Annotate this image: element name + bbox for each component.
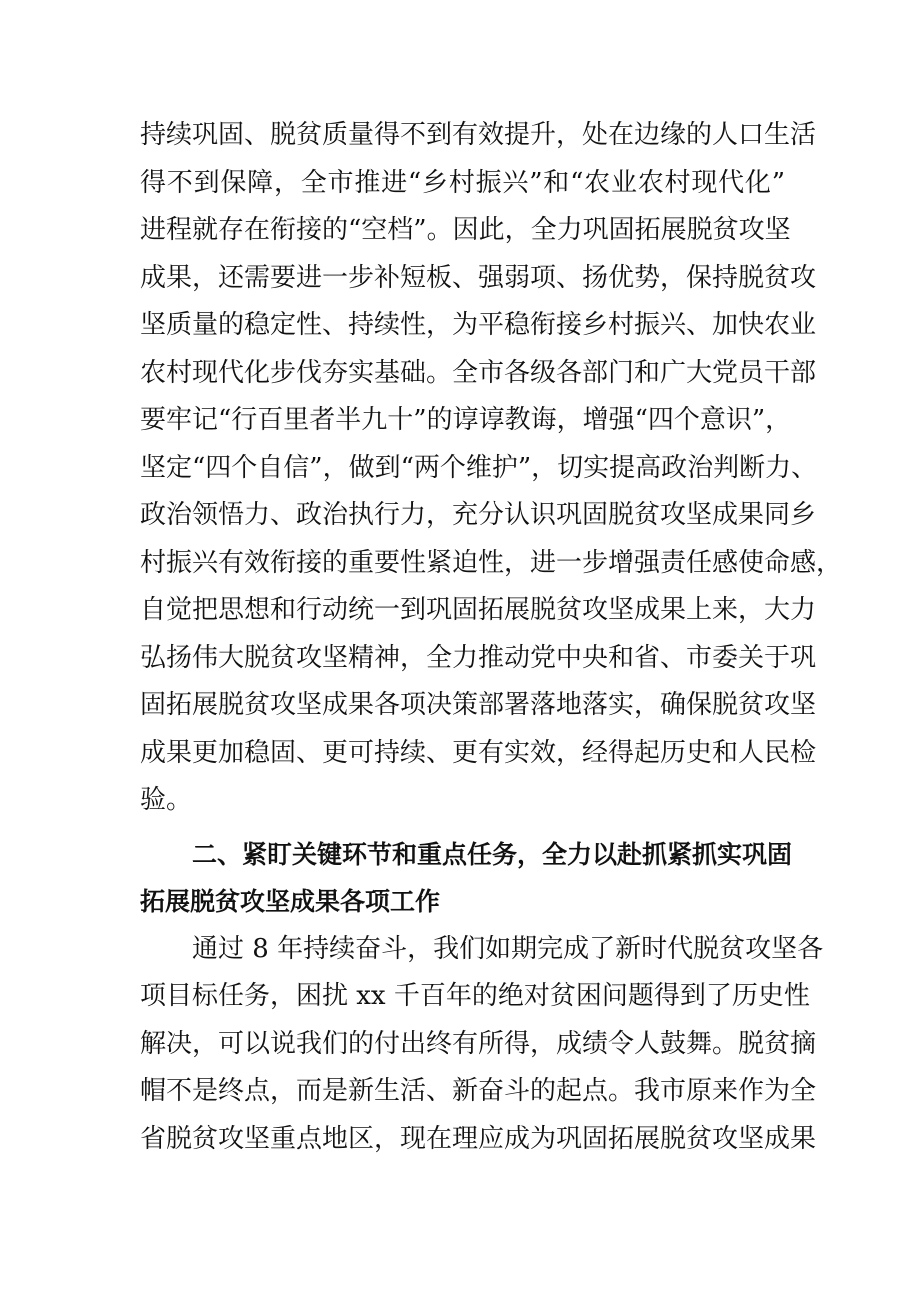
text-line: 成果，还需要进一步补短板、强弱项、扬优势，保持脱贫攻 (140, 262, 817, 293)
text-line: 农村现代化步伐夯实基础。全市各级各部门和广大党员干部 (140, 357, 817, 388)
text-line: 成果更加稳固、更可持续、更有实效，经得起历史和人民检 (140, 737, 817, 768)
text-line: 省脱贫攻坚重点地区，现在理应成为巩固拓展脱贫攻坚成果 (140, 1123, 817, 1154)
text-line: 通过 8 年持续奋斗，我们如期完成了新时代脱贫攻坚各 (192, 933, 824, 964)
text-line: 得不到保障，全市推进“乡村振兴”和“农业农村现代化” (140, 167, 785, 198)
document-body (140, 112, 843, 1163)
text-line: 弘扬伟大脱贫攻坚精神，全力推动党中央和省、市委关于巩 (140, 642, 817, 673)
text-line: 坚定“四个自信”，做到“两个维护”，切实提高政治判断力、 (140, 452, 818, 483)
text-line: 政治领悟力、政治执行力，充分认识巩固脱贫攻坚成果同乡 (140, 500, 817, 530)
text-line: 持续巩固、脱贫质量得不到有效提升，处在边缘的人口生活 (140, 120, 817, 150)
text-line: 解决，可以说我们的付出终有所得，成绩令人鼓舞。脱贫摘 (140, 1028, 817, 1059)
paragraph-2 (140, 926, 824, 1164)
section-heading (140, 831, 793, 926)
heading-line: 二、紧盯关键环节和重点任务，全力以赴抓紧抓实巩固 (192, 839, 793, 869)
paragraph-1 (140, 112, 843, 825)
text-line: 项目标任务，困扰 xx 千百年的绝对贫困问题得到了历史性 (140, 981, 810, 1011)
text-line: 固拓展脱贫攻坚成果各项决策部署落地落实，确保脱贫攻坚 (140, 690, 817, 720)
heading-line: 拓展脱贫攻坚成果各项工作 (140, 887, 441, 916)
text-line: 进程就存在衔接的“空档”。因此，全力巩固拓展脱贫攻坚 (140, 215, 791, 245)
text-line: 要牢记“行百里者半九十”的谆谆教诲，增强“四个意识”， (140, 405, 792, 435)
text-line: 村振兴有效衔接的重要性紧迫性，进一步增强责任感使命感， (140, 547, 843, 578)
text-line: 自觉把思想和行动统一到巩固拓展脱贫攻坚成果上来，大力 (140, 595, 817, 625)
text-line: 帽不是终点，而是新生活、新奋斗的起点。我市原来作为全 (140, 1076, 817, 1106)
text-line: 验。 (140, 785, 193, 815)
text-line: 坚质量的稳定性、持续性，为平稳衔接乡村振兴、加快农业 (140, 310, 817, 340)
